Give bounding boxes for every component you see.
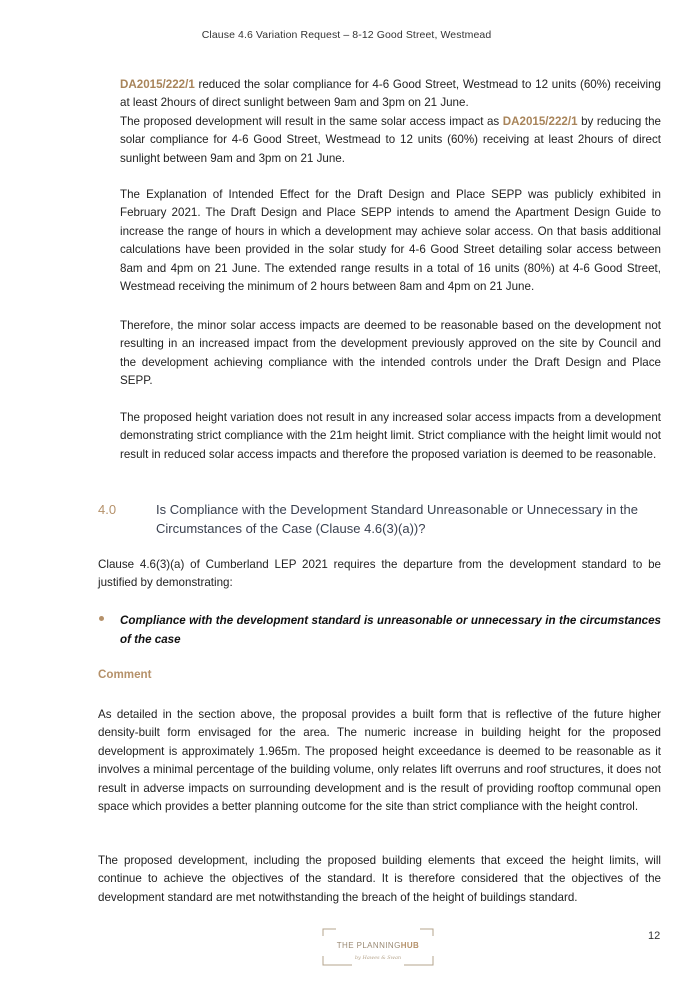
- paragraph-clause: Clause 4.6(3)(a) of Cumberland LEP 2021 requires the departure from the development standard to be justified by demonstrating:: [98, 558, 661, 590]
- paragraph-explanation: The Explanation of Intended Effect for the Draft Design and Place SEPP was publicly exhibited in February 2021. The Draft Design and Place SEPP intends to amend the Apartment Design Guide to increase the range of hours in which a development may achieve solar access. On that basis additional calculations have been provided in the solar study for 4-6 Good Street detailing solar access between 8am and 4pm on 21 June. The extended range results in a total of 16 units (80%) at 4-6 Good Street, Westmead receiving the minimum of 2 hours between 8am and 4pm on 21 June.: [120, 188, 661, 294]
- bullet-item: Compliance with the development standard is unreasonable or unnecessary in the circumstances of the case: [120, 614, 661, 646]
- section-number: 4.0: [98, 502, 117, 517]
- logo-tagline: by Hawes & Swan: [354, 955, 402, 961]
- paragraph-text: by reducing the solar compliance for 4-6 Good Street, Westmead to 12 units (60%) receiving at least 2hours of direct sunlight between 9am and 3pm on 21 June.: [120, 115, 661, 165]
- bullet-icon: [99, 616, 104, 621]
- paragraph-text: The proposed development will result in the same solar access impact as: [120, 115, 503, 128]
- paragraph-comment-body: As detailed in the section above, the proposal provides a built form that is reflective of the future higher density-built form envisaged for the area. The numeric increase in building height for the proposed development is approximately 1.965m. The proposed height exceedance is deemed to be reasonable as it involves a minimal percentage of the building volume, only relates lift overruns and roof structures, it does not result in adverse impacts on surrounding development and is the result of providing rooftop communal open space which provides a better planning outcome for the site than strict compliance with the height control.: [98, 708, 661, 814]
- da-reference: DA2015/222/1: [120, 78, 195, 91]
- da-reference: DA2015/222/1: [502, 115, 578, 128]
- document-header: Clause 4.6 Variation Request – 8-12 Good Street, Westmead: [201, 29, 492, 41]
- paragraph-same-impact: [120, 113, 661, 168]
- paragraph-height-variation: The proposed height variation does not result in any increased solar access impacts from a development demonstrating strict compliance with the 21m height limit. Strict compliance with the height limit would not result in reduced solar access impacts and therefore the proposed variation is deemed to be reasonable.: [120, 411, 661, 461]
- logo-word-hub: HUB: [400, 941, 420, 950]
- paragraph-text: reduced the solar compliance for 4-6 Good Street, Westmead to 12 units (60%) receiving at least 2hours of direct sunlight between 9am and 3pm on 21 June.: [120, 78, 661, 110]
- paragraph-therefore: Therefore, the minor solar access impacts are deemed to be reasonable based on the development not resulting in an increased impact from the development previously approved on the site by Council and the development achieving compliance with the intended controls under the Draft Design and Place SEPP.: [120, 319, 661, 388]
- paragraph-objectives: The proposed development, including the proposed building elements that exceed the height limits, will continue to achieve the objectives of the standard. It is therefore considered that the objectives of the development standard are met notwithstanding the breach of the height of buildings standard.: [98, 854, 661, 904]
- logo-wordmark: [322, 941, 434, 950]
- paragraph-da-reference: [120, 76, 661, 113]
- page-number: 12: [648, 930, 661, 942]
- comment-heading: Comment: [98, 668, 152, 681]
- planning-hub-logo: [322, 928, 434, 966]
- logo-word-planning: THE PLANNING: [336, 941, 401, 950]
- section-heading: Is Compliance with the Development Standard Unreasonable or Unnecessary in the Circumstances of the Case (Clause 4.6(3)(a))?: [156, 502, 638, 536]
